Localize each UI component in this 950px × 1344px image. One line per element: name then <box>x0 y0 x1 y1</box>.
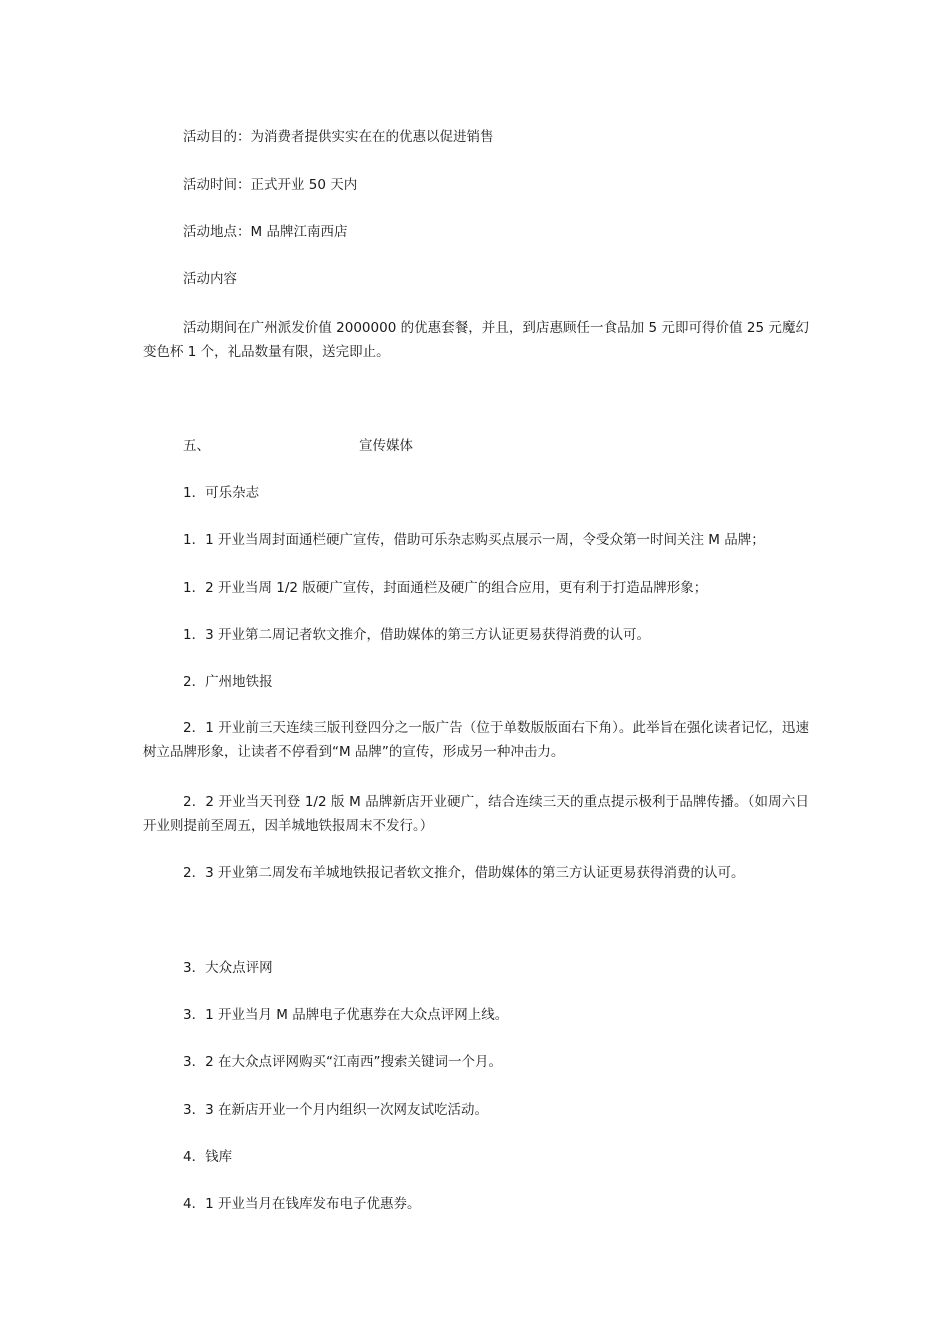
media-2-title: 2．广州地铁报 <box>183 674 273 690</box>
media-3-item-1: 3．1 开业当月 M 品牌电子优惠券在大众点评网上线。 <box>183 1007 509 1023</box>
media-2-item-1: 2．1 开业前三天连续三版刊登四分之一版广告（位于单数版版面右下角）。此举旨在强化读者记忆，迅速树立品牌形象，让读者不停看到“M 品牌”的宣传，形成另一种冲击力。 <box>143 720 809 760</box>
media-3-item-2: 3．2 在大众点评网购买“江南西”搜索关键词一个月。 <box>183 1054 502 1070</box>
section-number: 五、 <box>183 438 210 454</box>
media-2-item-2: 2．2 开业当天刊登 1/2 版 M 品牌新店开业硬广，结合连续三天的重点提示极利于品牌传播。（如周六日开业则提前至周五，因羊城地铁报周末不发行。） <box>143 794 809 834</box>
media-1-title: 1．可乐杂志 <box>183 485 260 501</box>
activity-content-body: 活动期间在广州派发价值 2000000 的优惠套餐，并且，到店惠顾任一食品加 5 元即可得价值 25 元魔幻变色杯 1 个，礼品数量有限，送完即止。 <box>143 320 809 360</box>
media-2-item-3: 2．3 开业第二周发布羊城地铁报记者软文推介，借助媒体的第三方认证更易获得消费的认可。 <box>183 865 745 881</box>
activity-content-heading: 活动内容 <box>183 271 237 287</box>
media-1-item-1: 1．1 开业当周封面通栏硬广宣传，借助可乐杂志购买点展示一周，令受众第一时间关注 M 品牌； <box>183 532 765 548</box>
media-1-item-3: 1．3 开业第二周记者软文推介，借助媒体的第三方认证更易获得消费的认可。 <box>183 627 650 643</box>
activity-location: 活动地点：M 品牌江南西店 <box>183 224 348 240</box>
activity-purpose: 活动目的：为消费者提供实实在在的优惠以促进销售 <box>183 129 494 145</box>
media-4-item-1: 4．1 开业当月在钱库发布电子优惠券。 <box>183 1196 421 1212</box>
media-3-item-3: 3．3 在新店开业一个月内组织一次网友试吃活动。 <box>183 1102 488 1118</box>
media-3-title: 3．大众点评网 <box>183 960 273 976</box>
activity-time: 活动时间：正式开业 50 天内 <box>183 177 358 193</box>
section-title: 宣传媒体 <box>359 438 413 454</box>
media-1-item-2: 1．2 开业当周 1/2 版硬广宣传，封面通栏及硬广的组合应用，更有利于打造品牌形象； <box>183 580 708 596</box>
media-4-title: 4．钱库 <box>183 1149 233 1165</box>
